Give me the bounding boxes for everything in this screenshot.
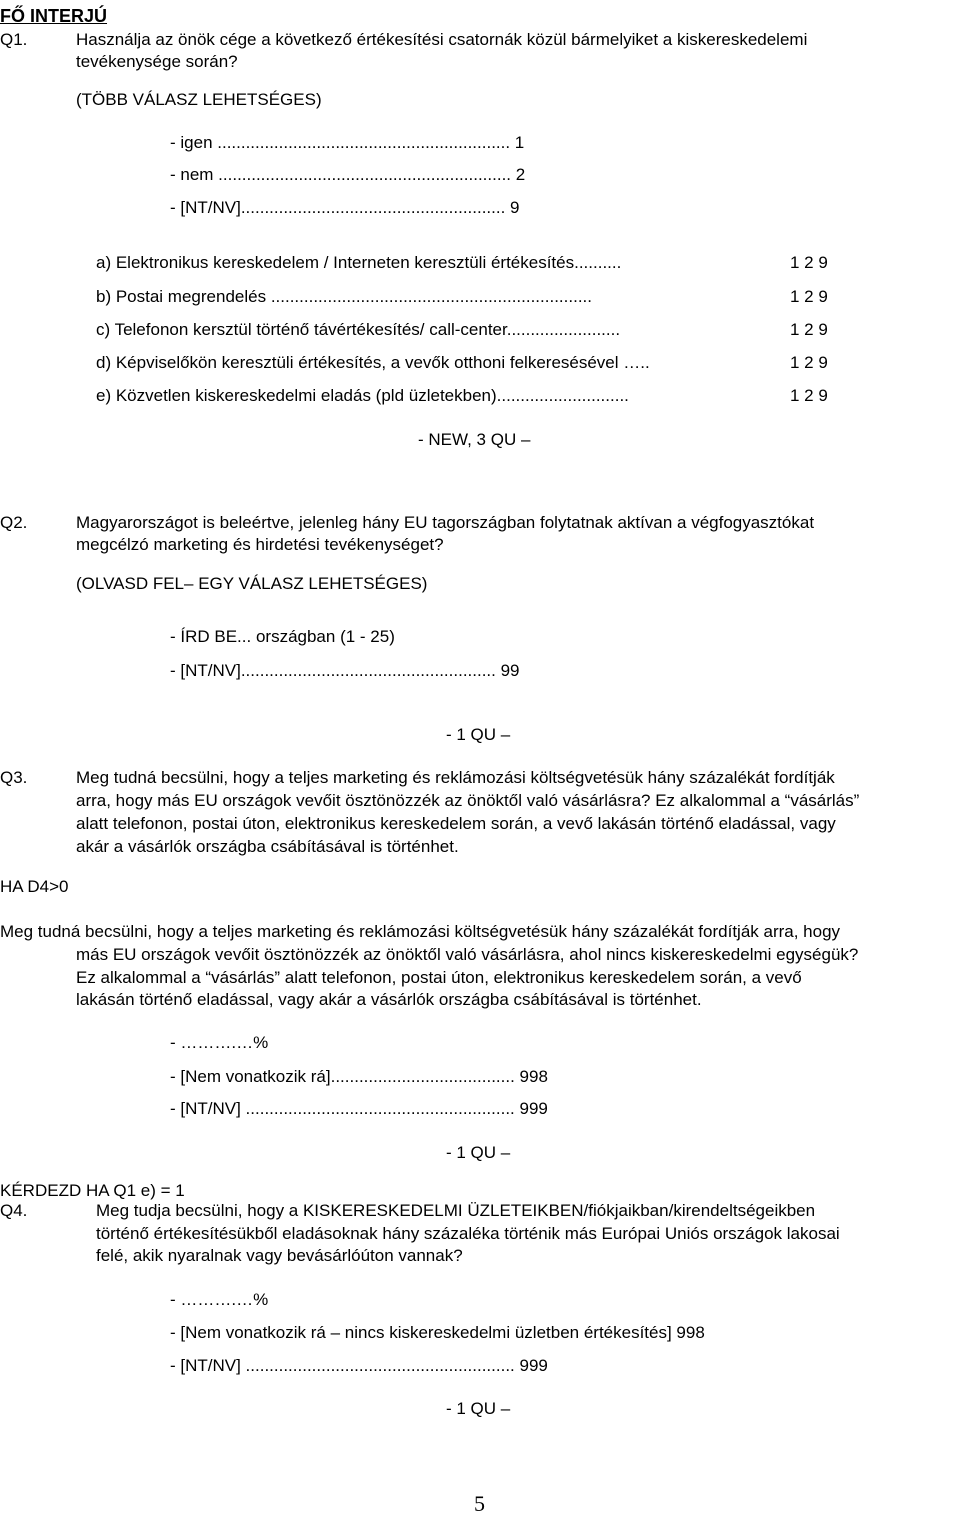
- q4-answer-percent: - ……….…%: [170, 1290, 269, 1309]
- q3-answer-percent: - ……….…%: [170, 1033, 269, 1052]
- q4-answer-ntnv: - [NT/NV] ......................................................... 999: [170, 1356, 548, 1375]
- q1-item-a: a) Elektronikus kereskedelem / Interneten keresztüli értékesítés..........: [96, 253, 622, 272]
- q1-routing-tag: - NEW, 3 QU –: [418, 430, 531, 449]
- q1-text-line-1: Használja az önök cége a következő értékesítési csatornák közül bármelyiket a kiskereskedelemi: [76, 30, 808, 49]
- q1-item-c-codes: 1 2 9: [790, 320, 828, 339]
- q4-line-2: történő értékesítésükből eladásoknak hány százaléka történik más Európai Uniós országok lakosai: [96, 1224, 840, 1243]
- q3-condition: HA D4>0: [0, 877, 69, 896]
- section-title: FŐ INTERJÚ: [0, 6, 108, 26]
- q3-number: Q3.: [0, 768, 28, 787]
- q3-line-1: Meg tudná becsülni, hogy a teljes marketing és reklámozási költségvetésük hány százalékát fordítják: [76, 768, 835, 787]
- q3-line-3: alatt telefonon, postai úton, elektronikus kereskedelem során, a vevő lakásán történő eladással, vagy: [76, 814, 836, 833]
- q1-answer-nem: - nem .............................................................. 2: [170, 165, 526, 184]
- q3-alt-line-1: Meg tudná becsülni, hogy a teljes marketing és reklámozási költségvetésük hány százalékát fordítják arra, hogy: [0, 922, 841, 941]
- q4-answer-not-applicable: - [Nem vonatkozik rá – nincs kiskereskedelmi üzletben értékesítés] 998: [170, 1323, 705, 1342]
- q2-instruction: (OLVASD FEL– EGY VÁLASZ LEHETSÉGES): [76, 574, 428, 593]
- q1-item-c: c) Telefonon kersztül történő távértékesítés/ call-center........................: [96, 320, 621, 339]
- q1-instruction: (TÖBB VÁLASZ LEHETSÉGES): [76, 90, 322, 109]
- q1-text-line-2: tevékenysége során?: [76, 52, 238, 71]
- q2-routing-tag: - 1 QU –: [446, 725, 511, 744]
- q3-answer-ntnv: - [NT/NV] ......................................................... 999: [170, 1099, 548, 1118]
- q2-answer-ntnv: - [NT/NV]...................................................... 99: [170, 661, 520, 680]
- q1-item-e: e) Közvetlen kiskereskedelmi eladás (pld üzletekben)............................: [96, 386, 629, 405]
- page-number: 5: [474, 1491, 485, 1516]
- q3-line-2: arra, hogy más EU országok vevőit ösztönözzék az önöktől való vásárlásra? Ez alkalommal a “vásárlás”: [76, 791, 860, 810]
- q3-routing-tag: - 1 QU –: [446, 1143, 511, 1162]
- q4-routing-tag: - 1 QU –: [446, 1399, 511, 1418]
- q1-item-a-codes: 1 2 9: [790, 253, 828, 272]
- q1-item-b-codes: 1 2 9: [790, 287, 828, 306]
- q3-line-4: akár a vásárlók országba csábításával is történhet.: [76, 837, 459, 856]
- q4-line-1: Meg tudja becsülni, hogy a KISKERESKEDELMI ÜZLETEIKBEN/fiókjaikban/kirendeltségeikben: [96, 1201, 816, 1220]
- q1-number: Q1.: [0, 30, 28, 49]
- q1-item-d: d) Képviselőkön keresztüli értékesítés, a vevők otthoni felkeresésével …..: [96, 353, 650, 372]
- q2-text-line-1: Magyarországot is beleértve, jelenleg hány EU tagországban folytatnak aktívan a végfogyasztókat: [76, 513, 815, 532]
- q3-answer-not-applicable: - [Nem vonatkozik rá]....................................... 998: [170, 1067, 548, 1086]
- q3-alt-line-4: lakásán történő eladással, vagy akár a vásárlók országba csábításával is történhet.: [76, 990, 702, 1009]
- q2-text-line-2: megcélzó marketing és hirdetési tevékenységet?: [76, 535, 444, 554]
- q1-item-b: b) Postai megrendelés ....................................................................: [96, 287, 592, 306]
- q3-alt-line-3: Ez alkalommal a “vásárlás” alatt telefonon, postai úton, elektronikus kereskedelem során, a vevő: [76, 968, 802, 987]
- q2-number: Q2.: [0, 513, 28, 532]
- q1-item-d-codes: 1 2 9: [790, 353, 828, 372]
- q4-number: Q4.: [0, 1201, 28, 1220]
- q4-line-3: felé, akik nyaralnak vagy bevásárlóúton vannak?: [96, 1246, 463, 1265]
- q1-item-e-codes: 1 2 9: [790, 386, 828, 405]
- q1-answer-igen: - igen .............................................................. 1: [170, 133, 525, 152]
- q1-answer-ntnv: - [NT/NV]........................................................ 9: [170, 198, 520, 217]
- q2-answer-write-in: - ÍRD BE... országban (1 - 25): [170, 627, 395, 646]
- q3-alt-line-2: más EU országok vevőit ösztönözzék az önöktől való vásárlásra, ahol nincs kiskereskedelmi egységük?: [76, 945, 859, 964]
- q4-condition: KÉRDEZD HA Q1 e) = 1: [0, 1181, 185, 1200]
